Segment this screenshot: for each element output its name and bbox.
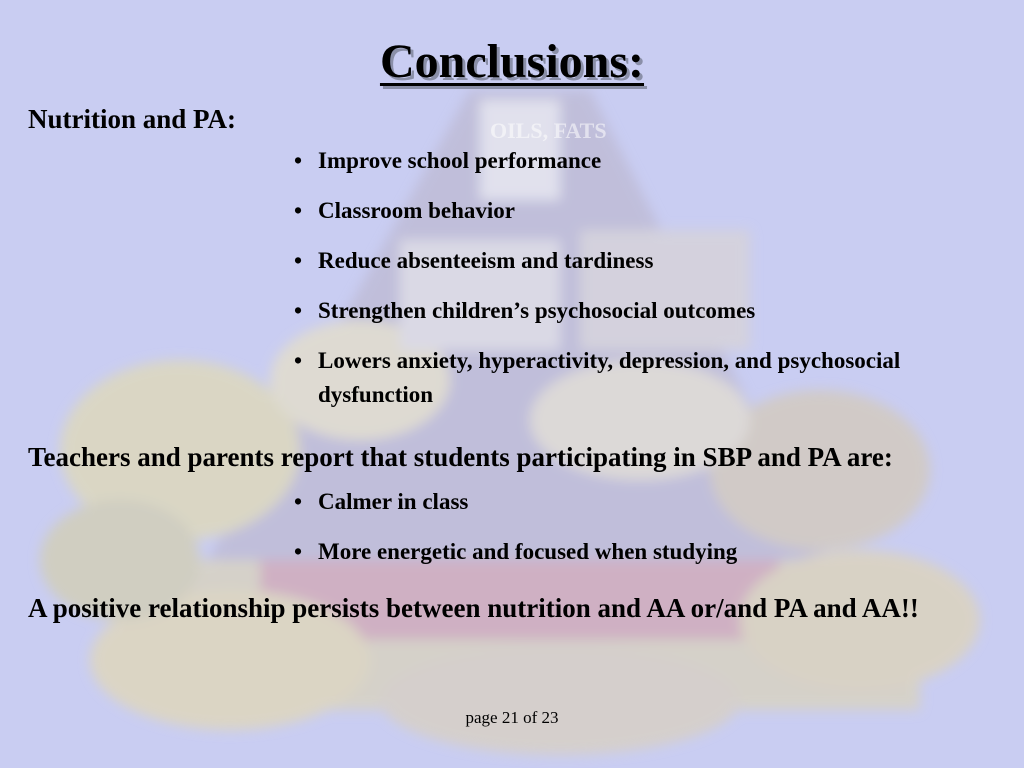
student-observations-list [292,485,737,585]
bullet-text: Lowers anxiety, hyperactivity, depression, and psychosocial dysfunction [318,348,901,407]
list-item [292,344,908,412]
list-item [292,485,737,519]
bullet-text: Classroom behavior [318,198,515,223]
bullet-text: More energetic and focused when studying [318,539,738,564]
conclusion-statement: A positive relationship persists between nutrition and AA or/and PA and AA!! [28,593,919,623]
bullet-icon: • [294,298,303,323]
bullet-icon: • [294,148,303,173]
slide-title: Conclusions: [379,35,645,88]
list-item [292,144,908,178]
bullet-text: Reduce absenteeism and tardiness [318,248,654,273]
bullet-icon: • [294,489,303,514]
section-heading-teachers-parents: Teachers and parents report that students participating in SBP and PA are: [28,442,893,472]
list-item [292,535,737,569]
bullet-text: Improve school performance [318,148,602,173]
list-item [292,244,908,278]
bullet-icon: • [294,539,303,564]
list-item [292,194,908,228]
bullet-icon: • [294,248,303,273]
list-item [292,294,908,328]
page-number: page 21 of 23 [465,708,559,727]
bullet-icon: • [294,348,303,373]
bullet-icon: • [294,198,303,223]
bullet-text: Strengthen children’s psychosocial outcomes [318,298,756,323]
nutrition-benefits-list [292,144,908,428]
background-label: OILS, FATS [490,118,607,143]
section-heading-nutrition: Nutrition and PA: [28,104,237,134]
bullet-text: Calmer in class [318,489,469,514]
